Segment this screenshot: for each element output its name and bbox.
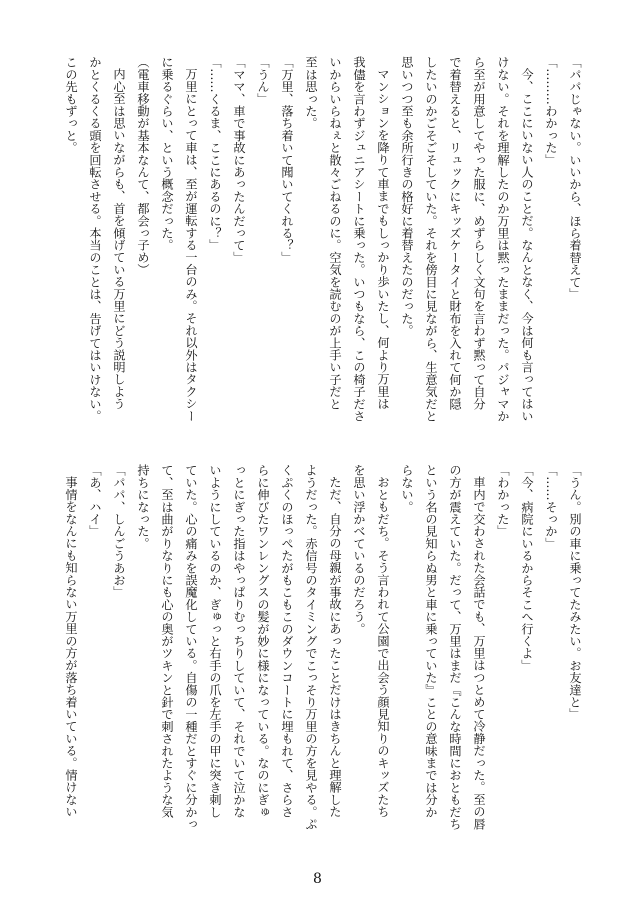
text-line: 「……そっか」 (544, 464, 558, 550)
text-line: 「あ、ハイ」 (88, 464, 102, 538)
text-line: っとにぎった指はやっぱりむっちりしていて、それでいて泣かな (232, 464, 246, 818)
text-line: したいのかごそごそしていた。それを傍目に見ながら、生意気だと (424, 56, 438, 422)
text-line: ら至が用意してやった服に、めずらしく文句を言わず黙って自分 (472, 56, 486, 410)
text-line: 車内で交わされた会話でも、万里はつとめて冷静だった。至の唇 (472, 476, 486, 830)
text-line: 今、ここにいない人のことだ。なんとなく、今は何も言ってはい (520, 68, 534, 422)
text-line: らに伸びたワンレングスの髪が妙に様になっている。なのにぎゅ (256, 464, 270, 818)
text-line: いようにしているのか、ぎゅっと右手の爪を左手の甲に突き刺し (208, 464, 222, 818)
text-line: 「………わかった」 (544, 56, 558, 166)
lower-text-block (59, 464, 587, 844)
text-line: ただ、自分の母親が事故にあったことだけはきちんと理解した (328, 476, 342, 818)
text-line: 「うん」 (256, 56, 270, 105)
text-line: 「今、病院にいるからそこへ行くよ」 (520, 464, 534, 672)
text-line: ようだった。赤信号のタイミングでこっそり万里の方を見やる。ぷ (304, 464, 318, 830)
text-line: いからいらねぇと散々ごねるのに。空気を読むのが上手い子だと (328, 56, 342, 410)
text-line: 「……くるま、ここにあるのに？」 (208, 56, 222, 252)
upper-text-block (59, 56, 587, 436)
text-line: に乗るぐらい、という概念だった。 (160, 56, 174, 252)
text-line: の方が震えていた。だって、万里はまだ『こんな時間におともだち (448, 464, 462, 830)
text-line: 持ちになった。 (136, 464, 150, 550)
text-line: らない。 (400, 464, 414, 513)
text-line: という名の見知らぬ男と車に乗っていた』ことの意味までは分か (424, 464, 438, 818)
text-line: マンションを降りて車までもしっかり歩いたし、何より万里は (376, 68, 390, 410)
page-number: 8 (313, 871, 322, 887)
text-line: この先もずっと。 (64, 56, 78, 154)
text-line: けない。それを理解したのか万里は黙ったままだった。パジャマか (496, 56, 510, 422)
text-line: 至は思った。 (304, 56, 318, 130)
text-line: くぷくのほっぺたがもこもこのダウンコートに埋もれて、さらさ (280, 464, 294, 818)
text-line: 万里にとって車は、至が運転する一台のみ。それ以外はタクシー (184, 68, 198, 422)
text-line: 「万里、落ち着いて聞いてくれる？」 (280, 56, 294, 264)
text-line: 「ママ、車で事故にあったんだって」 (232, 56, 246, 264)
text-line: 「わかった」 (496, 464, 510, 538)
text-line: 思いつつ至も余所行きの格好に着替えたのだった。 (400, 56, 414, 337)
text-line: かとくるくる頭を回転させる。本当のことは、告げてはいけない。 (88, 56, 102, 422)
text-line: （電車移動が基本なんて、都会っ子め） (136, 56, 150, 276)
text-line: 事情をなんにも知らない万里の方が落ち着いている。情けない (64, 476, 78, 818)
text-line: おともだち。そう言われて公園で出会う顔見知りのキッズたち (376, 476, 390, 818)
text-line: 我儘を言わずジュニアシートに乗った。いつもなら、この椅子ださ (352, 56, 366, 422)
text-line: を思い浮かべているのだろう。 (352, 464, 366, 635)
text-line: 「パパじゃない。いいから、ほら着替えて」 (568, 56, 582, 300)
text-line: 「パパ、しんごうあお」 (112, 464, 126, 599)
text-line: 内心至は思いながらも、首を傾げている万里にどう説明しよう (112, 68, 126, 410)
text-line: ていた。心の痛みを誤魔化している。自傷の一種だとすぐに分かっ (184, 464, 198, 830)
text-line: で着替えると、リュックにキッズケータイと財布を入れて何か隠 (448, 56, 462, 410)
text-line: て、至は曲がりなりにも心の奥がツキンと針で刺されたような気 (160, 464, 174, 818)
text-line: 「うん。別の車に乗ってたみたい。お友達と」 (568, 464, 582, 721)
